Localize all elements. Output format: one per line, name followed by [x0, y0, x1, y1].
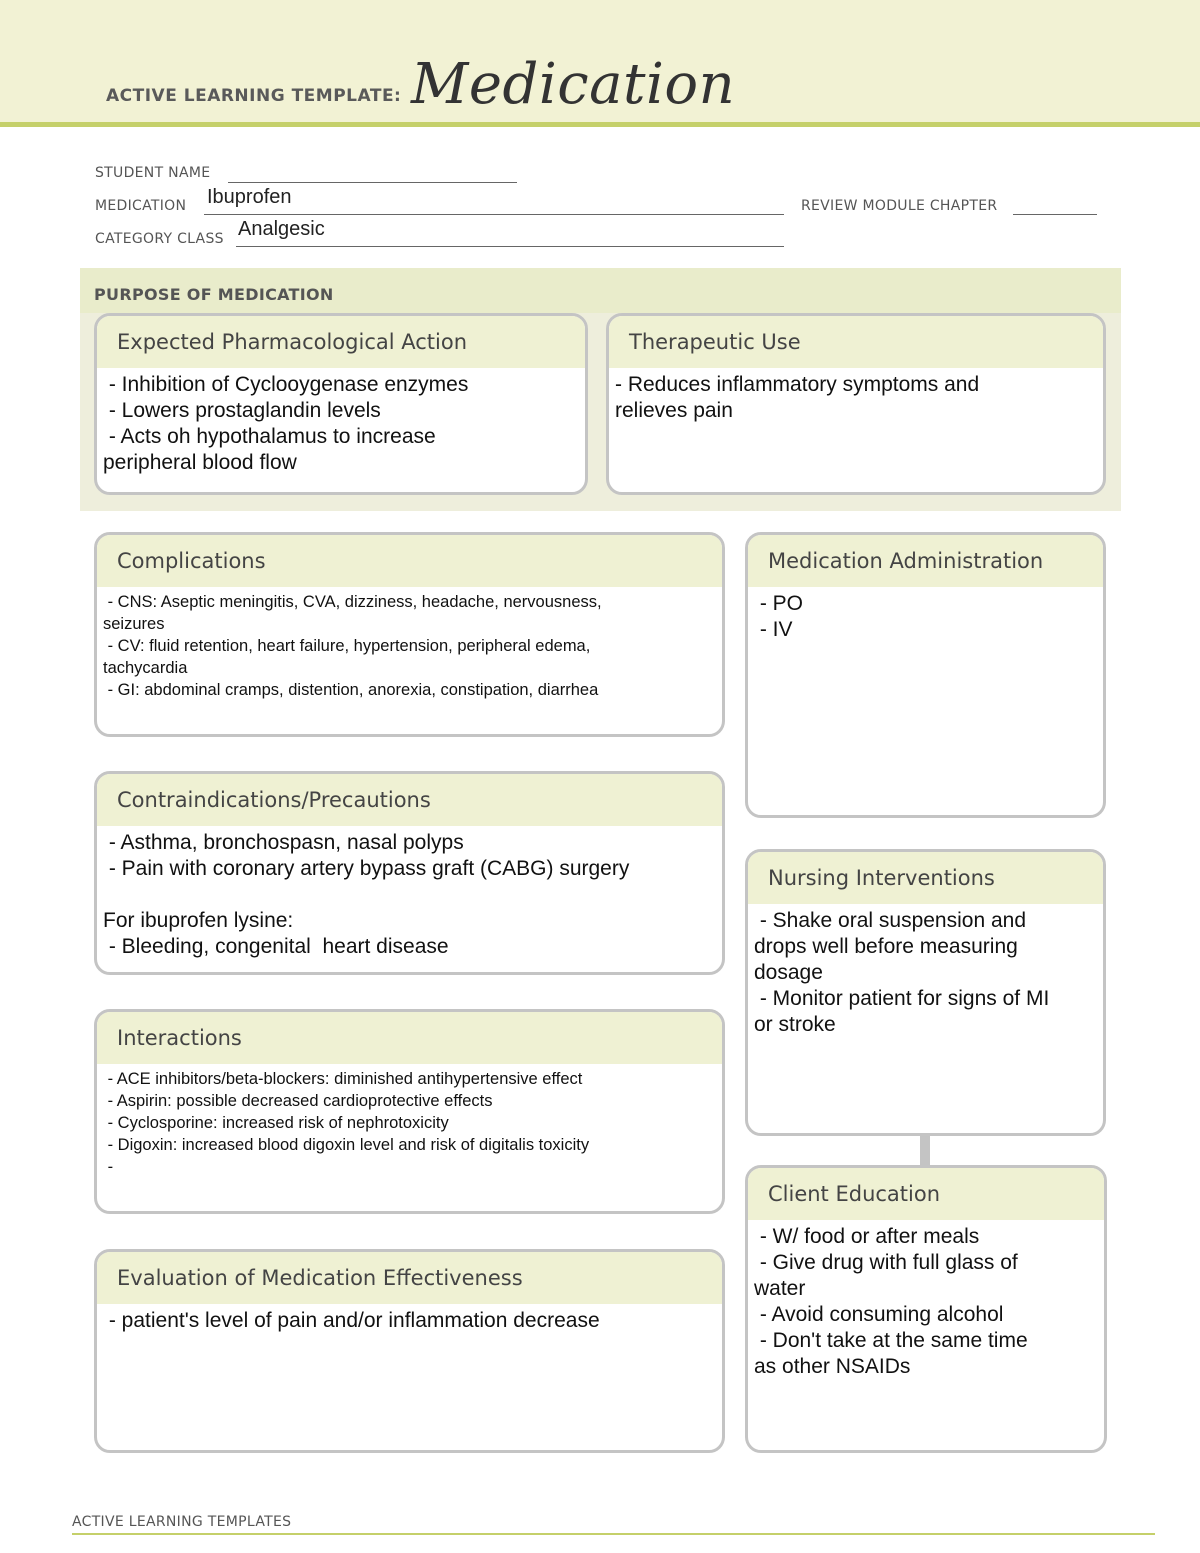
text-line: or stroke	[754, 1013, 836, 1036]
review-module-field[interactable]	[1013, 214, 1097, 215]
text-line: relieves pain	[615, 399, 733, 422]
category-class-field-line	[236, 246, 784, 247]
page-title: Medication	[411, 52, 736, 117]
medication-field-line	[204, 214, 784, 215]
purpose-label: PURPOSE OF MEDICATION	[94, 285, 334, 304]
complications-title: Complications	[97, 535, 722, 587]
text-line: - GI: abdominal cramps, distention, anorexia, constipation, diarrhea	[103, 681, 599, 699]
footer-rule	[72, 1533, 1155, 1535]
therapeutic-use-body[interactable]	[609, 368, 1103, 424]
text-line: - Digoxin: increased blood digoxin level and risk of digitalis toxicity	[103, 1136, 590, 1154]
text-line: - Acts oh hypothalamus to increase	[103, 425, 436, 448]
text-line: - Shake oral suspension and	[754, 909, 1027, 932]
nursing-interventions-box	[745, 849, 1106, 1136]
client-education-title: Client Education	[748, 1168, 1104, 1220]
review-module-label: REVIEW MODULE CHAPTER	[801, 198, 998, 214]
text-line: - Asthma, bronchospasn, nasal polyps	[103, 831, 464, 854]
text-line: - Cyclosporine: increased risk of nephrotoxicity	[103, 1114, 449, 1132]
text-line: -	[103, 1158, 114, 1176]
text-line: - Reduces inflammatory symptoms and	[615, 373, 980, 396]
text-line: - Avoid consuming alcohol	[754, 1303, 1004, 1326]
text-line: water	[754, 1277, 806, 1300]
student-name-label: STUDENT NAME	[95, 165, 211, 181]
text-line: - patient's level of pain and/or inflammation decrease	[103, 1309, 600, 1332]
category-class-field[interactable]: Analgesic	[238, 218, 325, 240]
expected-action-box	[94, 313, 588, 495]
evaluation-body[interactable]	[97, 1304, 722, 1334]
interactions-title: Interactions	[97, 1012, 722, 1064]
medication-field[interactable]: Ibuprofen	[207, 186, 292, 208]
client-education-body[interactable]	[748, 1220, 1104, 1380]
text-line: tachycardia	[103, 659, 188, 677]
therapeutic-use-title: Therapeutic Use	[609, 316, 1103, 368]
footer-label: ACTIVE LEARNING TEMPLATES	[72, 1514, 292, 1530]
interactions-body[interactable]	[97, 1064, 722, 1178]
evaluation-box	[94, 1249, 725, 1453]
text-line: as other NSAIDs	[754, 1355, 911, 1378]
text-line: - W/ food or after meals	[754, 1225, 980, 1248]
text-line: - PO	[754, 592, 804, 615]
text-line	[103, 882, 714, 908]
medication-administration-box	[745, 532, 1106, 818]
text-line: - IV	[754, 618, 793, 641]
medication-administration-title: Medication Administration	[748, 535, 1103, 587]
contraindications-box	[94, 771, 725, 975]
text-line: - Don't take at the same time	[754, 1329, 1028, 1352]
connector	[920, 1134, 930, 1166]
contraindications-body[interactable]	[97, 826, 722, 960]
expected-action-title: Expected Pharmacological Action	[97, 316, 585, 368]
text-line: peripheral blood flow	[103, 451, 297, 474]
expected-action-body[interactable]	[97, 368, 585, 476]
student-name-field[interactable]	[228, 182, 517, 183]
text-line: - Inhibition of Cyclooygenase enzymes	[103, 373, 469, 396]
medication-label: MEDICATION	[95, 198, 187, 214]
text-line: - Pain with coronary artery bypass graft (CABG) surgery	[103, 857, 630, 880]
text-line: dosage	[754, 961, 823, 984]
text-line: - Aspirin: possible decreased cardioprotective effects	[103, 1092, 493, 1110]
interactions-box	[94, 1009, 725, 1214]
therapeutic-use-box	[606, 313, 1106, 495]
client-education-box	[745, 1165, 1107, 1453]
text-line: drops well before measuring	[754, 935, 1018, 958]
text-line: - Monitor patient for signs of MI	[754, 987, 1050, 1010]
medication-administration-body[interactable]	[748, 587, 1103, 643]
text-line: seizures	[103, 615, 165, 633]
evaluation-title: Evaluation of Medication Effectiveness	[97, 1252, 722, 1304]
complications-box	[94, 532, 725, 737]
nursing-interventions-body[interactable]	[748, 904, 1103, 1038]
text-line: - CNS: Aseptic meningitis, CVA, dizziness, headache, nervousness,	[103, 593, 602, 611]
contraindications-title: Contraindications/Precautions	[97, 774, 722, 826]
category-class-label: CATEGORY CLASS	[95, 231, 224, 247]
text-line: - ACE inhibitors/beta-blockers: diminished antihypertensive effect	[103, 1070, 583, 1088]
nursing-interventions-title: Nursing Interventions	[748, 852, 1103, 904]
text-line: - CV: fluid retention, heart failure, hypertension, peripheral edema,	[103, 637, 591, 655]
complications-body[interactable]	[97, 587, 722, 701]
text-line: - Bleeding, congenital heart disease	[103, 935, 449, 958]
text-line: For ibuprofen lysine:	[103, 909, 294, 932]
text-line: - Give drug with full glass of	[754, 1251, 1018, 1274]
header-rule	[0, 122, 1200, 127]
template-label: ACTIVE LEARNING TEMPLATE:	[106, 86, 402, 106]
text-line: - Lowers prostaglandin levels	[103, 399, 381, 422]
